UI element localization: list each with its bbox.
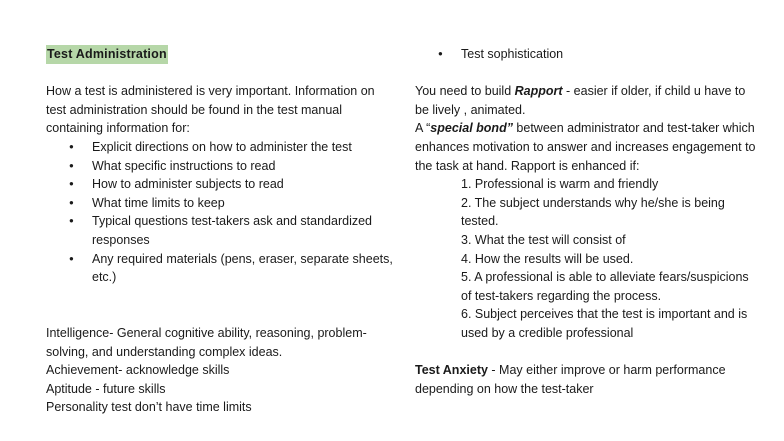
list-item: 3. What the test will consist of: [461, 232, 626, 247]
spacer: [46, 64, 396, 83]
list-item: ● Explicit directions on how to administer the test: [92, 138, 396, 157]
spacer: [46, 305, 396, 324]
bond-term: special bond”: [430, 121, 513, 136]
manual-contents-list: [46, 138, 396, 287]
anxiety-term: Test Anxiety: [415, 363, 488, 378]
rapport-conditions-list: [415, 175, 760, 342]
rapport-rest: - easier if older, if child u have to be lively , animated.: [415, 84, 746, 117]
list-item: 4. How the results will be used.: [461, 251, 634, 266]
list-item: 2. The subject understands why he/she is being tested.: [461, 195, 725, 229]
bond-rest: between administrator and test-taker which enhances motivation to answer and increases engagement to the task at hand. Rapport is enhanced if:: [415, 121, 756, 173]
list-item: 5. A professional is able to alleviate fears/suspicions of test-takers regarding the process.: [461, 270, 749, 303]
right-column: [415, 45, 760, 398]
section-heading: [46, 45, 396, 64]
definition-aptitude: Aptitude - future skills: [46, 381, 166, 396]
spacer: [46, 287, 396, 306]
test-administration-heading: Test Administration: [46, 45, 168, 64]
list-item: ● What time limits to keep: [92, 194, 396, 213]
list-item: ● Test sophistication: [461, 45, 760, 64]
list-item: 6. Subject perceives that the test is important and is used by a credible professional: [461, 307, 748, 340]
definition-personality: Personality test don’t have time limits: [46, 400, 252, 415]
intro-paragraph: How a test is administered is very important. Information on test administration should be found in the test manual containing information for:: [46, 84, 375, 136]
definition-achievement: Achievement- acknowledge skills: [46, 363, 230, 378]
bond-lead: A “: [415, 121, 431, 136]
anxiety-rest: - May either improve or harm performance depending on how the test-taker: [415, 363, 726, 396]
spacer: [415, 343, 760, 362]
list-item: ● How to administer subjects to read: [92, 175, 396, 194]
left-column: [46, 45, 396, 417]
rapport-lead: You need to build: [415, 84, 515, 99]
list-item: ● Any required materials (pens, eraser, separate sheets, etc.): [92, 250, 396, 287]
definition-intelligence: Intelligence- General cognitive ability, reasoning, problem-solving, and understanding complex ideas.: [46, 325, 367, 359]
top-bullet-list: [415, 45, 760, 64]
list-item: 1. Professional is warm and friendly: [461, 177, 659, 192]
list-item: ● What specific instructions to read: [92, 157, 396, 176]
spacer: [415, 64, 760, 83]
list-item: ● Typical questions test-takers ask and standardized responses: [92, 212, 396, 249]
test-anxiety-paragraph: [415, 361, 760, 398]
rapport-paragraph: [415, 82, 760, 119]
special-bond-paragraph: [415, 119, 760, 175]
rapport-term: Rapport: [514, 84, 563, 99]
